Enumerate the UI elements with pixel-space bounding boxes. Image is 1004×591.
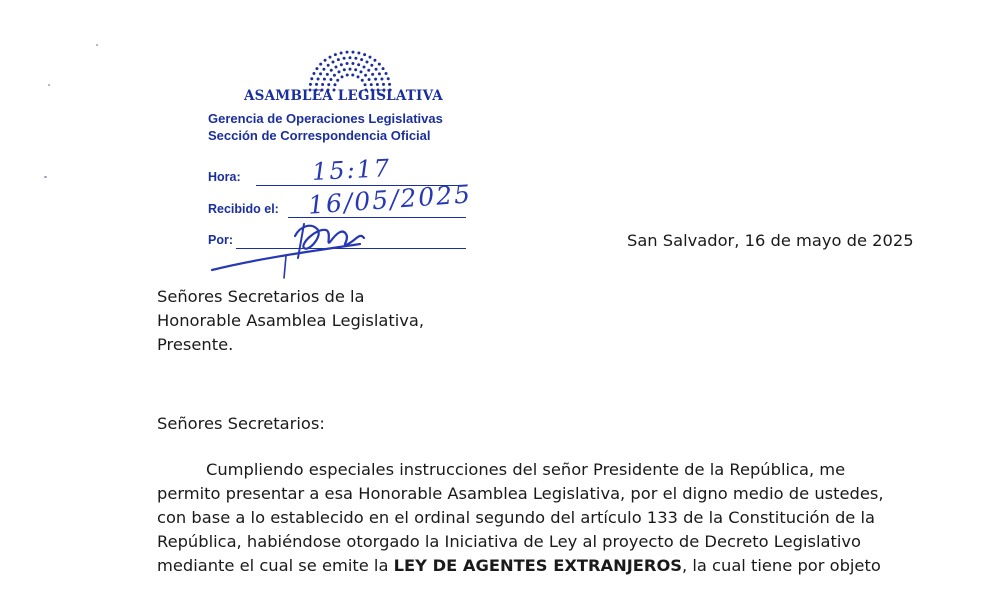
body-text: , la cual tiene por objeto xyxy=(682,556,881,575)
logo-dot xyxy=(322,68,325,71)
logo-dot xyxy=(364,83,367,86)
logo-dot xyxy=(370,64,373,67)
stamp-recibido-label: Recibido el: xyxy=(208,202,279,216)
logo-dot xyxy=(333,74,336,77)
handwritten-signature xyxy=(200,208,490,280)
logo-dot xyxy=(346,51,349,54)
body-paragraph-line: República, habiéndose otorgado la Iniciativa de Ley al proyecto de Decreto Legislativo xyxy=(157,532,861,551)
logo-dot xyxy=(380,77,383,80)
logo-dot xyxy=(327,64,330,67)
scan-speck xyxy=(44,176,47,178)
logo-dot xyxy=(373,59,376,62)
logo-dot xyxy=(340,63,343,66)
logo-dot xyxy=(312,72,315,75)
stamp-section: Sección de Correspondencia Oficial xyxy=(208,128,431,143)
scan-speck xyxy=(96,44,98,46)
logo-dot xyxy=(375,68,378,71)
stamp-organization: ASAMBLEA LEGISLATIVA xyxy=(244,88,443,104)
logo-dot xyxy=(329,56,332,59)
logo-dot xyxy=(315,67,318,70)
logo-dot xyxy=(323,78,326,81)
law-title: LEY DE AGENTES EXTRANJEROS xyxy=(393,556,683,575)
logo-dot xyxy=(382,67,385,70)
stamp-hora-field xyxy=(208,170,241,184)
body-paragraph-line: con base a lo establecido en el ordinal segundo del artículo 133 de la Constitución de la xyxy=(157,508,875,527)
logo-dot xyxy=(351,51,354,54)
logo-dot xyxy=(357,63,360,66)
logo-dot xyxy=(317,77,320,80)
logo-dot xyxy=(336,79,339,82)
logo-dot xyxy=(349,68,352,71)
letter-place-date: San Salvador, 16 de mayo de 2025 xyxy=(627,231,914,250)
logo-dot xyxy=(374,78,377,81)
logo-dot xyxy=(385,72,388,75)
logo-dot xyxy=(329,78,332,81)
logo-dot xyxy=(366,61,369,64)
logo-dot xyxy=(351,74,354,77)
logo-dot xyxy=(351,62,354,65)
logo-dot xyxy=(360,70,363,73)
logo-dot xyxy=(364,74,367,77)
logo-dot xyxy=(341,75,344,78)
logo-dot xyxy=(324,59,327,62)
logo-dot xyxy=(370,83,373,86)
logo-dot xyxy=(378,63,381,66)
logo-dot xyxy=(346,62,349,65)
logo-dot xyxy=(338,70,341,73)
scan-speck xyxy=(48,84,50,86)
logo-dot xyxy=(387,77,390,80)
logo-dot xyxy=(332,61,335,64)
logo-dot xyxy=(321,83,324,86)
logo-dot xyxy=(334,53,337,56)
logo-dot xyxy=(371,73,374,76)
assembly-hemicycle-logo-icon xyxy=(305,46,395,92)
logo-dot xyxy=(354,57,357,60)
recipient-line: Honorable Asamblea Legislativa, xyxy=(157,311,425,330)
reception-stamp xyxy=(200,40,490,280)
logo-dot xyxy=(376,83,379,86)
logo-dot xyxy=(369,56,372,59)
logo-dot xyxy=(330,69,333,72)
logo-dot xyxy=(343,68,346,71)
recipient-line: Presente. xyxy=(157,335,234,354)
logo-dot xyxy=(361,79,364,82)
logo-dot xyxy=(346,74,349,77)
logo-dot xyxy=(378,72,381,75)
logo-dot xyxy=(354,68,357,71)
logo-dot xyxy=(388,83,391,86)
logo-dot xyxy=(310,77,313,80)
body-paragraph-line: Cumpliendo especiales instrucciones del señor Presidente de la República, me xyxy=(206,460,846,479)
logo-dot xyxy=(363,65,366,68)
logo-dot xyxy=(357,51,360,54)
logo-dot xyxy=(367,69,370,72)
stamp-recibido-handwritten: 16/05/2025 xyxy=(307,179,473,220)
logo-dot xyxy=(340,51,343,54)
logo-dot xyxy=(319,72,322,75)
logo-dot xyxy=(382,83,385,86)
logo-dot xyxy=(333,83,336,86)
logo-dot xyxy=(363,53,366,56)
recipient-line: Señores Secretarios de la xyxy=(157,287,365,306)
logo-dot xyxy=(337,58,340,61)
logo-dot xyxy=(368,78,371,81)
stamp-hora-handwritten: 15:17 xyxy=(311,153,392,187)
logo-dot xyxy=(357,75,360,78)
body-paragraph-line xyxy=(157,556,881,575)
logo-dot xyxy=(343,57,346,60)
stamp-department: Gerencia de Operaciones Legislativas xyxy=(208,111,443,126)
logo-dot xyxy=(315,83,318,86)
logo-dot xyxy=(327,83,330,86)
stamp-hora-label: Hora: xyxy=(208,170,241,184)
body-paragraph-line: permito presentar a esa Honorable Asamblea Legislativa, por el digno medio de ustedes, xyxy=(157,484,884,503)
letter-salutation: Señores Secretarios: xyxy=(157,414,325,433)
stamp-por-label: Por: xyxy=(208,233,233,247)
logo-dot xyxy=(360,58,363,61)
logo-dot xyxy=(349,56,352,59)
logo-dot xyxy=(319,63,322,66)
logo-dot xyxy=(335,65,338,68)
logo-dot xyxy=(326,73,329,76)
logo-dot xyxy=(309,83,312,86)
body-text: mediante el cual se emite la xyxy=(157,556,394,575)
